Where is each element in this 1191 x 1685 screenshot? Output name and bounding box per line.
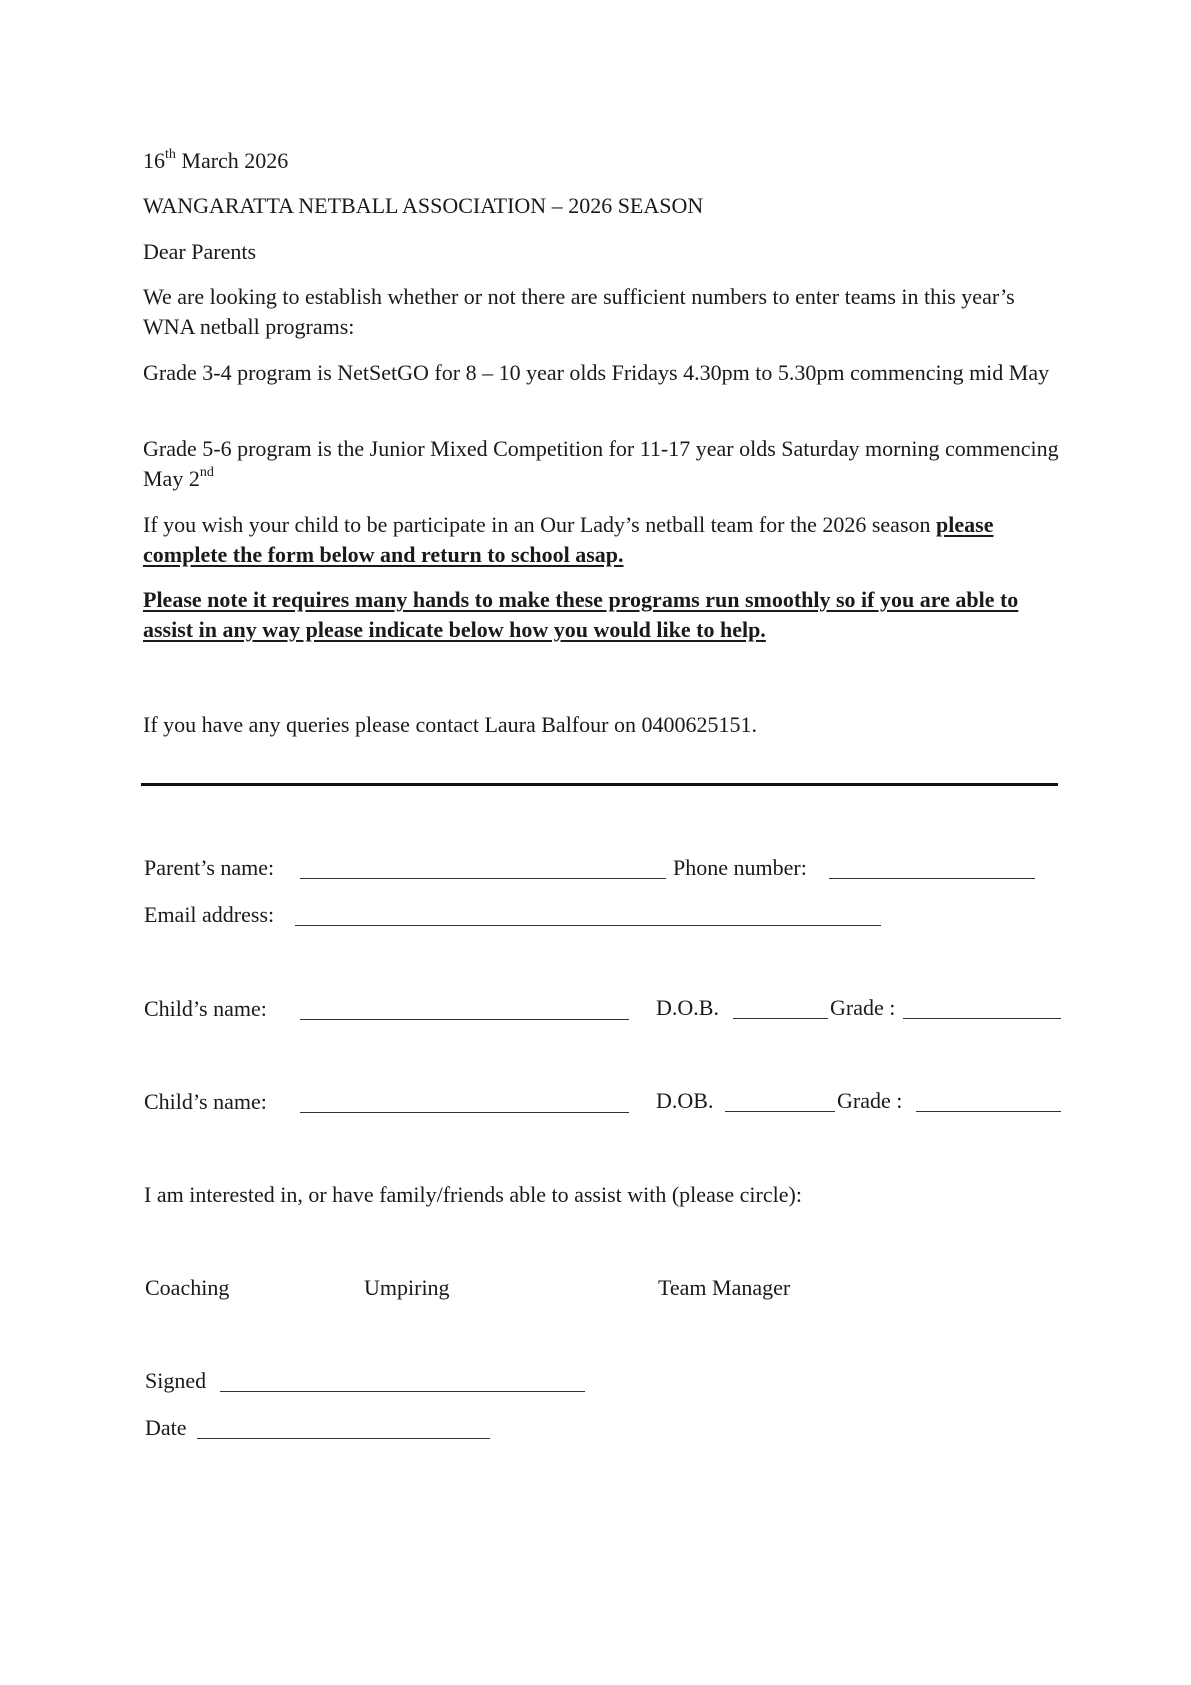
option-team-manager[interactable]: Team Manager [658, 1275, 791, 1300]
date-day: 16 [143, 148, 165, 173]
date-field[interactable] [197, 1438, 490, 1439]
help-note: Please note it requires many hands to make these programs run smoothly so if you are able to assist in any way please indicate below how you would like to help. [143, 587, 1019, 642]
letter-date [143, 146, 288, 176]
date-suffix: th [165, 146, 176, 162]
option-coaching[interactable]: Coaching [145, 1275, 230, 1300]
parent-name-field[interactable] [300, 878, 666, 879]
intro-paragraph: We are looking to establish whether or not there are sufficient numbers to enter teams in this year’s WNA netball programs: [143, 284, 1015, 339]
separator-rule [141, 783, 1058, 786]
child-2-grade-label: Grade : [837, 1088, 903, 1113]
salutation: Dear Parents [143, 239, 257, 264]
program-2-suffix: nd [199, 464, 214, 480]
child-1-grade-label: Grade : [830, 995, 896, 1020]
child-1-name-label: Child’s name: [144, 996, 267, 1021]
child-1-grade-field[interactable] [903, 1018, 1061, 1019]
email-field[interactable] [295, 925, 881, 926]
parent-name-label: Parent’s name: [144, 855, 275, 880]
child-1-name-field[interactable] [300, 1019, 629, 1020]
email-label: Email address: [144, 902, 275, 927]
phone-field[interactable] [829, 878, 1035, 879]
participate-instruction: please complete the form below and return to school asap. [143, 512, 994, 567]
participate-text: If you wish your child to be participate in an Our Lady’s netball team for the 2026 season [143, 512, 931, 537]
child-2-name-field[interactable] [300, 1112, 629, 1113]
date-rest: March 2026 [175, 148, 289, 173]
program-1-paragraph: Grade 3-4 program is NetSetGO for 8 – 10 year olds Fridays 4.30pm to 5.30pm commencing mid May [143, 360, 1050, 385]
program-2-paragraph [143, 434, 1063, 494]
child-2-name-label: Child’s name: [144, 1089, 267, 1114]
queries-line: If you have any queries please contact Laura Balfour on 0400625151. [143, 712, 757, 737]
date-label: Date [145, 1415, 187, 1440]
option-umpiring[interactable]: Umpiring [364, 1275, 450, 1300]
child-2-dob-field[interactable] [725, 1111, 835, 1112]
participate-paragraph [143, 510, 1063, 570]
child-1-dob-label: D.O.B. [656, 995, 719, 1020]
child-2-dob-label: D.OB. [656, 1088, 714, 1113]
phone-label: Phone number: [673, 855, 807, 880]
signature-field[interactable] [220, 1391, 585, 1392]
child-2-grade-field[interactable] [916, 1111, 1061, 1112]
program-2-text: Grade 5-6 program is the Junior Mixed Competition for 11-17 year olds Saturday morning commencing May 2 [143, 436, 1059, 491]
signed-label: Signed [145, 1368, 207, 1393]
child-1-dob-field[interactable] [733, 1018, 828, 1019]
interest-label: I am interested in, or have family/friends able to assist with (please circle): [144, 1182, 802, 1207]
letter-heading: WANGARATTA NETBALL ASSOCIATION – 2026 SEASON [143, 193, 704, 218]
